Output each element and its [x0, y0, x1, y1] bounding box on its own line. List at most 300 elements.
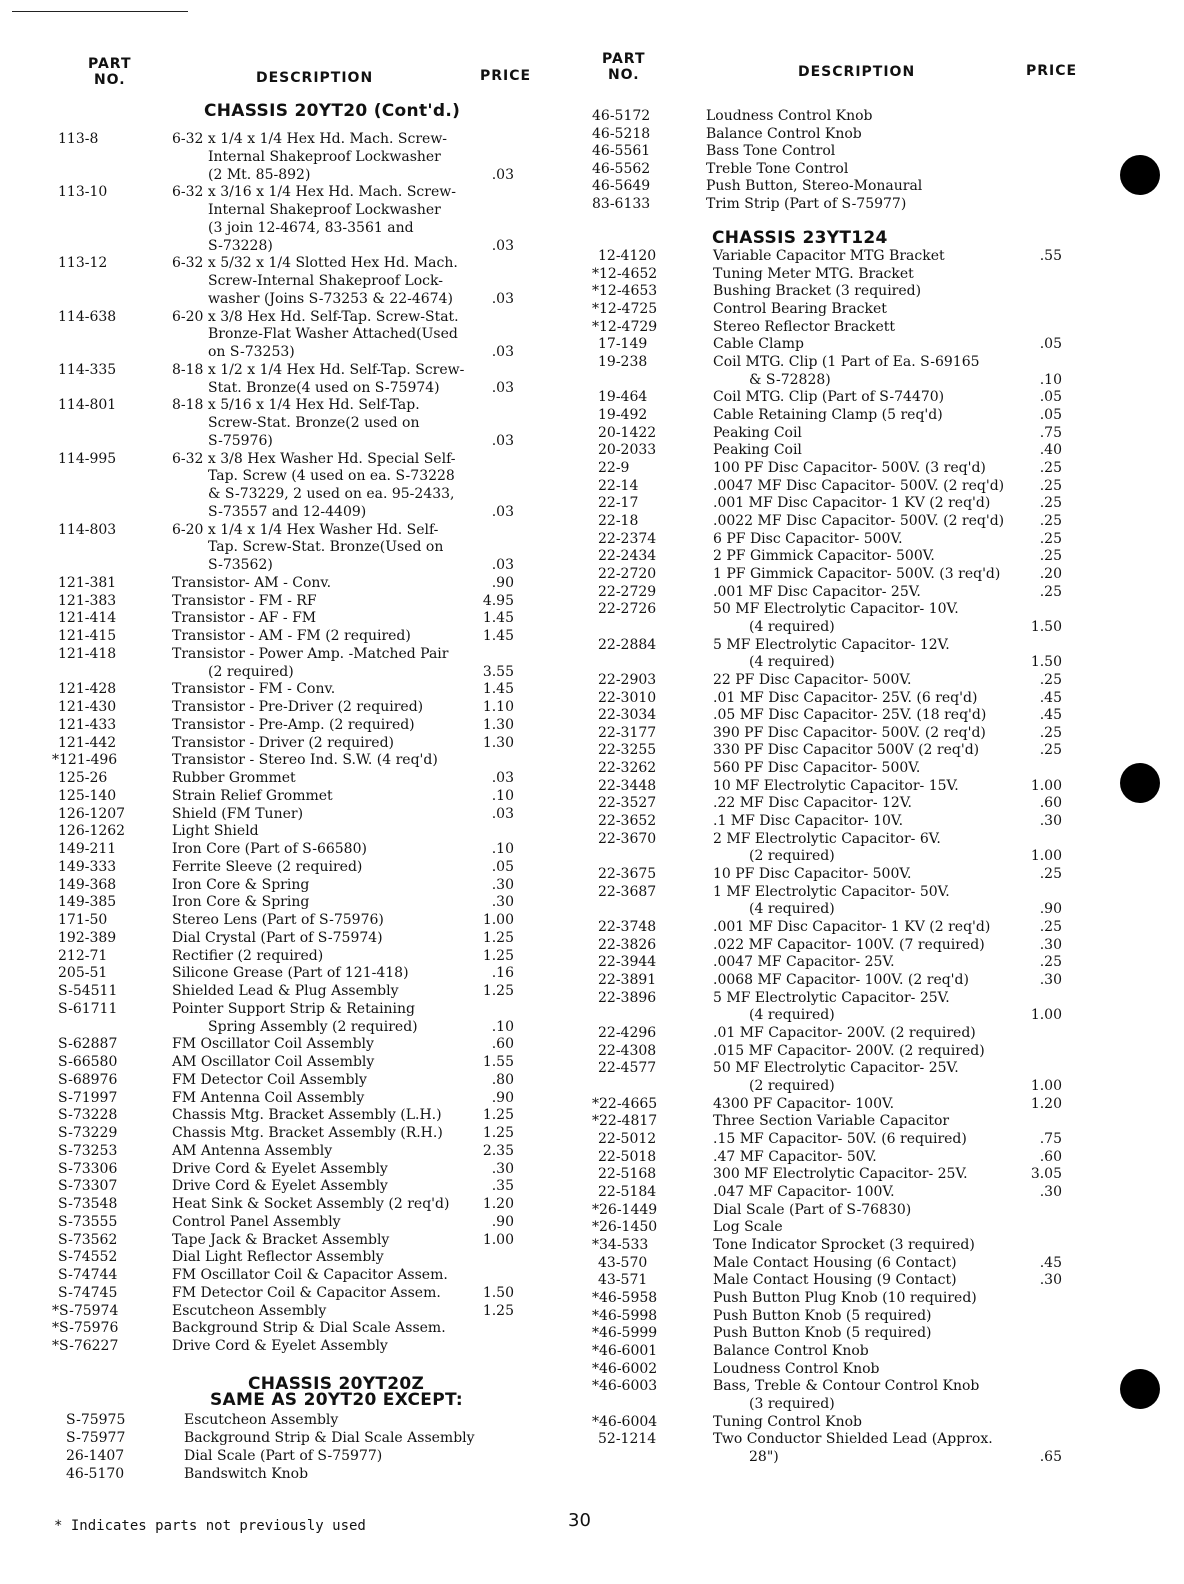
- part-description: FM Detector Coil & Capacitor Assem.: [172, 1284, 441, 1301]
- part-description: Spring Assembly (2 required): [208, 1018, 418, 1035]
- part-description: 4300 PF Capacitor- 100V.: [713, 1095, 895, 1112]
- part-number: 22-3891: [598, 972, 657, 989]
- part-number: 46-5170: [66, 1466, 125, 1482]
- part-number: 171-50: [58, 912, 108, 928]
- part-description: Transistor - FM - Conv.: [172, 681, 336, 698]
- part-description: Log Scale: [713, 1219, 783, 1236]
- part-price: .03: [491, 344, 514, 360]
- part-description: Pointer Support Strip & Retaining: [172, 1000, 416, 1017]
- part-price: .80: [491, 1071, 514, 1088]
- part-number: 114-801: [58, 397, 117, 414]
- part-description: Drive Cord & Eyelet Assembly: [172, 1338, 388, 1354]
- part-price: 4.95: [482, 592, 514, 609]
- part-description: Cable Clamp: [713, 336, 805, 353]
- part-price: .03: [491, 770, 514, 786]
- part-number: S-73548: [58, 1196, 118, 1212]
- part-number: 205-51: [58, 965, 108, 982]
- part-description: Stat. Bronze(4 used on S-75974): [208, 379, 440, 396]
- part-description: .001 MF Disc Capacitor- 1 KV (2 req'd): [713, 495, 991, 512]
- part-price: .05: [1039, 406, 1062, 423]
- part-description: Push Button Plug Knob (10 required): [713, 1289, 977, 1306]
- part-description: .001 MF Disc Capacitor- 1 KV (2 req'd): [713, 919, 991, 936]
- part-number: *22-4665: [592, 1095, 658, 1112]
- part-price: .25: [1039, 671, 1062, 688]
- part-description: Transistor - Pre-Driver (2 required): [172, 699, 424, 715]
- part-number: *46-6002: [592, 1360, 658, 1377]
- part-price: .03: [491, 379, 514, 396]
- part-description: 6-20 x 3/8 Hex Hd. Self-Tap. Screw-Stat.: [172, 308, 459, 325]
- part-price: .45: [1039, 1254, 1062, 1271]
- part-number: 114-638: [58, 308, 117, 325]
- part-description: Two Conductor Shielded Lead (Approx.: [713, 1431, 993, 1448]
- part-number: *26-1450: [592, 1219, 658, 1236]
- part-price: .75: [1039, 1131, 1062, 1147]
- binder-hole: [1120, 155, 1160, 195]
- part-number: *S-75976: [52, 1320, 119, 1337]
- part-price: 1.00: [1030, 848, 1062, 865]
- part-price: .90: [491, 574, 514, 591]
- part-price: 1.00: [1030, 1007, 1062, 1024]
- part-price: 1.50: [1030, 654, 1062, 671]
- part-price: 1.25: [482, 1107, 514, 1124]
- part-price: .90: [1039, 901, 1062, 918]
- part-number: *12-4729: [592, 318, 658, 335]
- section-title-23yt124: CHASSIS 23YT124: [712, 228, 888, 248]
- no-label: NO.: [607, 67, 640, 83]
- part-number: S-73307: [58, 1178, 118, 1195]
- part-description: .0047 MF Disc Capacitor- 500V. (2 req'd): [713, 477, 1005, 494]
- part-price: .45: [1039, 707, 1062, 724]
- part-number: 46-5561: [592, 143, 651, 160]
- part-number: 212-71: [58, 947, 108, 964]
- part-price: .30: [491, 894, 514, 911]
- part-number: 121-433: [58, 716, 117, 733]
- part-price: .10: [1039, 371, 1062, 388]
- part-price: 3.05: [1030, 1166, 1062, 1183]
- part-price: .25: [1039, 530, 1062, 547]
- part-description: (2 required): [749, 848, 835, 865]
- part-number: 22-3262: [598, 760, 657, 777]
- part-description: 6-20 x 1/4 x 1/4 Hex Washer Hd. Self-: [172, 521, 439, 538]
- binder-hole: [1120, 1369, 1160, 1409]
- part-description: Transistor - FM - RF: [172, 592, 317, 609]
- part-price: 1.50: [482, 1284, 514, 1301]
- part-price: .30: [1039, 1183, 1062, 1200]
- part-description: 2 MF Electrolytic Capacitor- 6V.: [713, 830, 941, 847]
- part-number: 22-3670: [598, 830, 657, 847]
- part-number: *S-75974: [52, 1302, 119, 1319]
- part-price: 1.00: [482, 912, 514, 928]
- part-number: S-73253: [58, 1142, 118, 1159]
- part-description: Shield (FM Tuner): [172, 805, 304, 822]
- part-number: 22-2903: [598, 671, 657, 688]
- left-price-header: PRICE: [480, 68, 532, 84]
- part-number: 22-14: [598, 477, 639, 494]
- part-description: & S-72828): [749, 371, 831, 388]
- part-price: .25: [1039, 583, 1062, 600]
- part-description: 100 PF Disc Capacitor- 500V. (3 req'd): [713, 459, 986, 476]
- part-price: .30: [1039, 813, 1062, 830]
- part-price: 3.55: [482, 663, 514, 680]
- part-number: 22-4308: [598, 1042, 657, 1059]
- part-price: .90: [491, 1089, 514, 1106]
- right-price-header: PRICE: [1026, 63, 1078, 79]
- part-price: .75: [1039, 424, 1062, 441]
- part-description: 28"): [749, 1448, 779, 1465]
- binder-hole: [1120, 763, 1160, 803]
- part-number: 149-333: [58, 858, 117, 875]
- part-description: Bass, Treble & Contour Control Knob: [713, 1378, 980, 1395]
- part-number: 22-2884: [598, 636, 657, 653]
- footnote: * Indicates parts not previously used: [54, 1518, 366, 1534]
- part-description: Transistor - Pre-Amp. (2 required): [172, 716, 415, 733]
- part-description: 5 MF Electrolytic Capacitor- 25V.: [713, 989, 950, 1006]
- part-number: 22-3448: [598, 777, 657, 794]
- part-number: 22-3010: [598, 689, 657, 706]
- part-label: PART: [602, 51, 646, 67]
- part-number: 22-2374: [598, 530, 657, 547]
- part-number: 22-3675: [598, 866, 657, 883]
- part-number: *46-5998: [592, 1307, 658, 1324]
- part-price: .60: [1039, 795, 1062, 812]
- part-description: 6-32 x 3/8 Hex Washer Hd. Special Self-: [172, 450, 456, 467]
- part-description: Coil MTG. Clip (1 Part of Ea. S-69165: [713, 353, 980, 370]
- part-description: Rectifier (2 required): [172, 947, 324, 964]
- part-description: Internal Shakeproof Lockwasher: [208, 148, 441, 165]
- part-number: S-73562: [58, 1231, 118, 1248]
- part-number: 12-4120: [598, 248, 657, 264]
- part-description: 5 MF Electrolytic Capacitor- 12V.: [713, 636, 950, 653]
- part-description: S-73228): [208, 237, 273, 254]
- part-number: S-74745: [58, 1284, 118, 1301]
- part-description: Balance Control Knob: [706, 125, 862, 142]
- part-description: 300 MF Electrolytic Capacitor- 25V.: [713, 1166, 968, 1183]
- part-number: 22-3748: [598, 919, 657, 936]
- part-number: 125-140: [58, 787, 117, 804]
- part-number: 22-5012: [598, 1131, 657, 1147]
- part-description: Escutcheon Assembly: [172, 1302, 327, 1319]
- part-description: Control Bearing Bracket: [713, 300, 887, 317]
- part-number: S-54511: [58, 983, 118, 999]
- part-price: .03: [491, 503, 514, 520]
- part-number: S-66580: [58, 1054, 118, 1070]
- part-description: Tuning Control Knob: [713, 1413, 862, 1430]
- part-number: 22-5168: [598, 1166, 657, 1183]
- part-description: Heat Sink & Socket Assembly (2 req'd): [172, 1196, 450, 1212]
- part-description: Chassis Mtg. Bracket Assembly (L.H.): [172, 1107, 442, 1124]
- part-price: .10: [491, 787, 514, 804]
- part-number: S-73228: [58, 1107, 118, 1124]
- part-price: .03: [491, 557, 514, 573]
- part-number: 52-1214: [598, 1431, 657, 1448]
- part-description: Push Button Knob (5 required): [713, 1325, 932, 1342]
- part-description: Iron Core & Spring: [172, 894, 310, 911]
- part-number: *26-1449: [592, 1201, 658, 1218]
- part-description: Transistor - Driver (2 required): [172, 734, 395, 751]
- part-price: .25: [1039, 954, 1062, 971]
- part-number: 26-1407: [66, 1448, 125, 1464]
- part-description: .22 MF Disc Capacitor- 12V.: [713, 795, 912, 812]
- part-description: Light Shield: [172, 823, 259, 840]
- part-number: 121-415: [58, 628, 117, 644]
- part-number: S-73306: [58, 1160, 118, 1177]
- part-price: .60: [491, 1036, 514, 1053]
- part-price: 1.25: [482, 947, 514, 964]
- part-number: 149-385: [58, 894, 117, 911]
- part-number: 126-1207: [58, 805, 126, 822]
- part-description: .015 MF Capacitor- 200V. (2 required): [713, 1042, 985, 1059]
- part-price: .03: [491, 432, 514, 449]
- part-number: *46-6001: [592, 1342, 658, 1359]
- part-number: 22-2720: [598, 565, 657, 582]
- part-description: (2 required): [208, 663, 294, 680]
- part-description: 560 PF Disc Capacitor- 500V.: [713, 760, 921, 777]
- part-description: (4 required): [749, 618, 835, 635]
- part-price: .45: [1039, 689, 1062, 706]
- part-number: 22-17: [598, 495, 639, 512]
- part-description: Push Button, Stereo-Monaural: [706, 178, 923, 195]
- part-price: .05: [1039, 389, 1062, 406]
- part-price: 1.25: [482, 1302, 514, 1319]
- part-description: 6-32 x 5/32 x 1/4 Slotted Hex Hd. Mach.: [172, 255, 458, 272]
- part-description: 22 PF Disc Capacitor- 500V.: [713, 671, 912, 688]
- part-number: 22-3826: [598, 936, 657, 953]
- left-part-header: [88, 56, 132, 88]
- part-number: 22-5018: [598, 1148, 657, 1165]
- part-price: 1.45: [482, 681, 514, 698]
- part-description: Bandswitch Knob: [184, 1466, 309, 1482]
- part-price: 1.00: [1030, 777, 1062, 794]
- part-number: 22-18: [598, 512, 639, 529]
- part-number: 22-3687: [598, 883, 657, 900]
- part-description: Bronze-Flat Washer Attached(Used: [208, 326, 458, 343]
- part-description: (3 join 12-4674, 83-3561 and: [208, 219, 414, 236]
- part-description: 10 MF Electrolytic Capacitor- 15V.: [713, 777, 959, 794]
- part-description: 6 PF Disc Capacitor- 500V.: [713, 530, 903, 547]
- part-description: Chassis Mtg. Bracket Assembly (R.H.): [172, 1125, 443, 1141]
- part-price: .25: [1039, 742, 1062, 759]
- part-number: 22-2434: [598, 548, 657, 565]
- part-description: Transistor - Stereo Ind. S.W. (4 req'd): [172, 752, 438, 769]
- part-number: 20-2033: [598, 442, 657, 459]
- page-number: 30: [568, 1510, 591, 1531]
- part-price: .05: [491, 858, 514, 875]
- part-number: 113-8: [58, 131, 99, 147]
- part-number: *46-5958: [592, 1289, 658, 1306]
- part-price: .25: [1039, 919, 1062, 936]
- part-description: Male Contact Housing (9 Contact): [713, 1272, 957, 1289]
- part-description: Shielded Lead & Plug Assembly: [172, 983, 399, 999]
- part-price: .30: [1039, 972, 1062, 989]
- part-number: S-73555: [58, 1213, 118, 1230]
- part-price: .25: [1039, 512, 1062, 529]
- part-description: Dial Scale (Part of S-76830): [713, 1201, 912, 1218]
- part-description: .001 MF Disc Capacitor- 25V.: [713, 583, 921, 600]
- part-description: S-73562): [208, 557, 273, 573]
- left-description-header: DESCRIPTION: [256, 70, 374, 86]
- part-description: 8-18 x 1/2 x 1/4 Hex Hd. Self-Tap. Screw-: [172, 361, 465, 378]
- part-description: 330 PF Disc Capacitor 500V (2 req'd): [713, 742, 980, 759]
- right-part-header: [602, 51, 646, 83]
- part-number: S-62887: [58, 1036, 118, 1053]
- part-description: Dial Light Reflector Assembly: [172, 1249, 384, 1266]
- part-description: 390 PF Disc Capacitor- 500V. (2 req'd): [713, 724, 986, 741]
- part-number: 22-3255: [598, 742, 657, 759]
- part-number: 20-1422: [598, 424, 657, 441]
- part-number: 83-6133: [592, 196, 651, 212]
- part-number: 149-211: [58, 841, 117, 857]
- part-number: *46-5999: [592, 1325, 658, 1342]
- part-number: 22-5184: [598, 1183, 657, 1200]
- part-number: 22-2726: [598, 601, 657, 618]
- part-price: .35: [491, 1178, 514, 1195]
- part-description: FM Detector Coil Assembly: [172, 1071, 367, 1088]
- part-number: 114-803: [58, 521, 117, 538]
- part-price: .20: [1039, 565, 1062, 582]
- part-description: Transistor - AF - FM: [172, 610, 317, 627]
- part-description: Drive Cord & Eyelet Assembly: [172, 1178, 388, 1195]
- part-description: .0068 MF Capacitor- 100V. (2 req'd): [713, 972, 969, 989]
- part-description: Transistor - AM - FM (2 required): [172, 628, 411, 644]
- part-number: 43-571: [598, 1272, 648, 1289]
- part-description: & S-73229, 2 used on ea. 95-2433,: [208, 486, 455, 502]
- part-description: Male Contact Housing (6 Contact): [713, 1254, 957, 1271]
- part-number: 19-464: [598, 389, 648, 406]
- part-description: Trim Strip (Part of S-75977): [706, 196, 907, 212]
- part-number: S-74552: [58, 1249, 118, 1266]
- part-description: Tape Jack & Bracket Assembly: [172, 1231, 390, 1248]
- part-description: .01 MF Capacitor- 200V. (2 required): [713, 1025, 976, 1042]
- part-description: Dial Crystal (Part of S-75974): [172, 929, 383, 946]
- part-price: .25: [1039, 866, 1062, 883]
- part-price: 1.20: [482, 1196, 514, 1212]
- right-description-header: DESCRIPTION: [798, 64, 916, 80]
- part-price: 1.25: [482, 929, 514, 946]
- part-number: 121-418: [58, 645, 117, 662]
- part-price: .30: [491, 1160, 514, 1177]
- part-description: 50 MF Electrolytic Capacitor- 10V.: [713, 601, 959, 618]
- part-description: 1 PF Gimmick Capacitor- 500V. (3 req'd): [713, 565, 1001, 582]
- part-description: 10 PF Disc Capacitor- 500V.: [713, 866, 912, 883]
- part-number: 22-9: [598, 459, 630, 476]
- part-price: 1.45: [482, 610, 514, 627]
- part-number: 113-10: [58, 184, 108, 201]
- part-number: 22-3034: [598, 707, 657, 724]
- part-price: .25: [1039, 724, 1062, 741]
- part-number: 121-442: [58, 734, 117, 751]
- part-description: S-73557 and 12-4409): [208, 503, 367, 520]
- part-number: 46-5218: [592, 125, 651, 142]
- part-price: 1.20: [1030, 1095, 1062, 1112]
- part-number: S-74744: [58, 1267, 118, 1283]
- part-price: .03: [491, 805, 514, 822]
- part-price: 2.35: [482, 1142, 514, 1159]
- part-description: Stereo Reflector Brackett: [713, 318, 896, 335]
- part-description: (4 required): [749, 654, 835, 671]
- part-price: .25: [1039, 548, 1062, 565]
- part-number: *46-6003: [592, 1378, 658, 1395]
- part-description: Three Section Variable Capacitor: [713, 1113, 950, 1130]
- part-description: Stereo Lens (Part of S-75976): [172, 912, 384, 928]
- part-description: .05 MF Disc Capacitor- 25V. (18 req'd): [713, 707, 987, 724]
- part-number: S-68976: [58, 1071, 118, 1088]
- part-number: 19-238: [598, 353, 648, 370]
- part-number: 22-3944: [598, 954, 657, 971]
- part-price: 1.30: [482, 734, 514, 751]
- part-description: Bushing Bracket (3 required): [713, 283, 922, 300]
- part-description: FM Antenna Coil Assembly: [172, 1089, 365, 1106]
- part-description: (2 required): [749, 1078, 835, 1095]
- part-description: .15 MF Capacitor- 50V. (6 required): [713, 1131, 967, 1147]
- part-description: (3 required): [749, 1395, 835, 1412]
- part-price: .30: [491, 876, 514, 893]
- part-number: 22-3652: [598, 813, 657, 830]
- part-description: Tap. Screw (4 used on ea. S-73228: [208, 468, 455, 485]
- part-number: 19-492: [598, 406, 648, 423]
- part-description: Tap. Screw-Stat. Bronze(Used on: [208, 539, 444, 556]
- section-title-20yt20z: CHASSIS 20YT20Z: [248, 1374, 425, 1394]
- part-description: Drive Cord & Eyelet Assembly: [172, 1160, 388, 1177]
- part-price: .55: [1039, 248, 1062, 264]
- part-number: 121-414: [58, 610, 117, 627]
- part-description: (2 Mt. 85-892): [208, 166, 311, 183]
- part-description: Loudness Control Knob: [706, 108, 873, 124]
- part-description: Iron Core & Spring: [172, 876, 310, 893]
- part-description: Escutcheon Assembly: [184, 1412, 339, 1428]
- part-description: 6-32 x 1/4 x 1/4 Hex Hd. Mach. Screw-: [172, 131, 448, 147]
- part-number: 192-389: [58, 929, 117, 946]
- part-price: .25: [1039, 477, 1062, 494]
- part-number: 22-3177: [598, 724, 657, 741]
- part-description: Push Button Knob (5 required): [713, 1307, 932, 1324]
- part-description: Transistor - Power Amp. -Matched Pair: [172, 645, 449, 662]
- part-price: 1.00: [1030, 1078, 1062, 1095]
- part-description: .47 MF Capacitor- 50V.: [713, 1148, 877, 1165]
- part-description: Internal Shakeproof Lockwasher: [208, 202, 441, 218]
- part-price: .60: [1039, 1148, 1062, 1165]
- part-number: *34-533: [592, 1236, 649, 1253]
- part-number: *121-496: [52, 752, 118, 769]
- part-price: .25: [1039, 459, 1062, 476]
- part-number: 46-5562: [592, 160, 651, 177]
- part-description: .1 MF Disc Capacitor- 10V.: [713, 813, 904, 830]
- part-description: Treble Tone Control: [706, 160, 849, 177]
- part-price: .40: [1039, 442, 1062, 459]
- part-description: AM Oscillator Coil Assembly: [172, 1054, 375, 1070]
- part-number: *S-76227: [52, 1338, 119, 1354]
- part-price: 1.30: [482, 716, 514, 733]
- part-number: *46-6004: [592, 1413, 658, 1430]
- section-subtitle-20yt20z: SAME AS 20YT20 EXCEPT:: [210, 1390, 464, 1410]
- part-number: *12-4725: [592, 300, 658, 317]
- part-description: Strain Relief Grommet: [172, 787, 333, 804]
- part-price: 1.25: [482, 1125, 514, 1141]
- part-description: on S-73253): [208, 344, 295, 360]
- part-description: .01 MF Disc Capacitor- 25V. (6 req'd): [713, 689, 978, 706]
- part-number: *12-4653: [592, 283, 658, 300]
- part-price: .30: [1039, 1272, 1062, 1289]
- part-price: .25: [1039, 495, 1062, 512]
- part-description: .022 MF Capacitor- 100V. (7 required): [713, 936, 985, 953]
- part-number: 113-12: [58, 255, 108, 272]
- part-number: 43-570: [598, 1254, 648, 1271]
- part-number: 46-5172: [592, 108, 651, 124]
- part-description: (4 required): [749, 1007, 835, 1024]
- part-description: 2 PF Gimmick Capacitor- 500V.: [713, 548, 935, 565]
- part-description: Cable Retaining Clamp (5 req'd): [713, 406, 943, 423]
- part-number: S-75977: [66, 1430, 126, 1446]
- part-number: S-75975: [66, 1412, 126, 1428]
